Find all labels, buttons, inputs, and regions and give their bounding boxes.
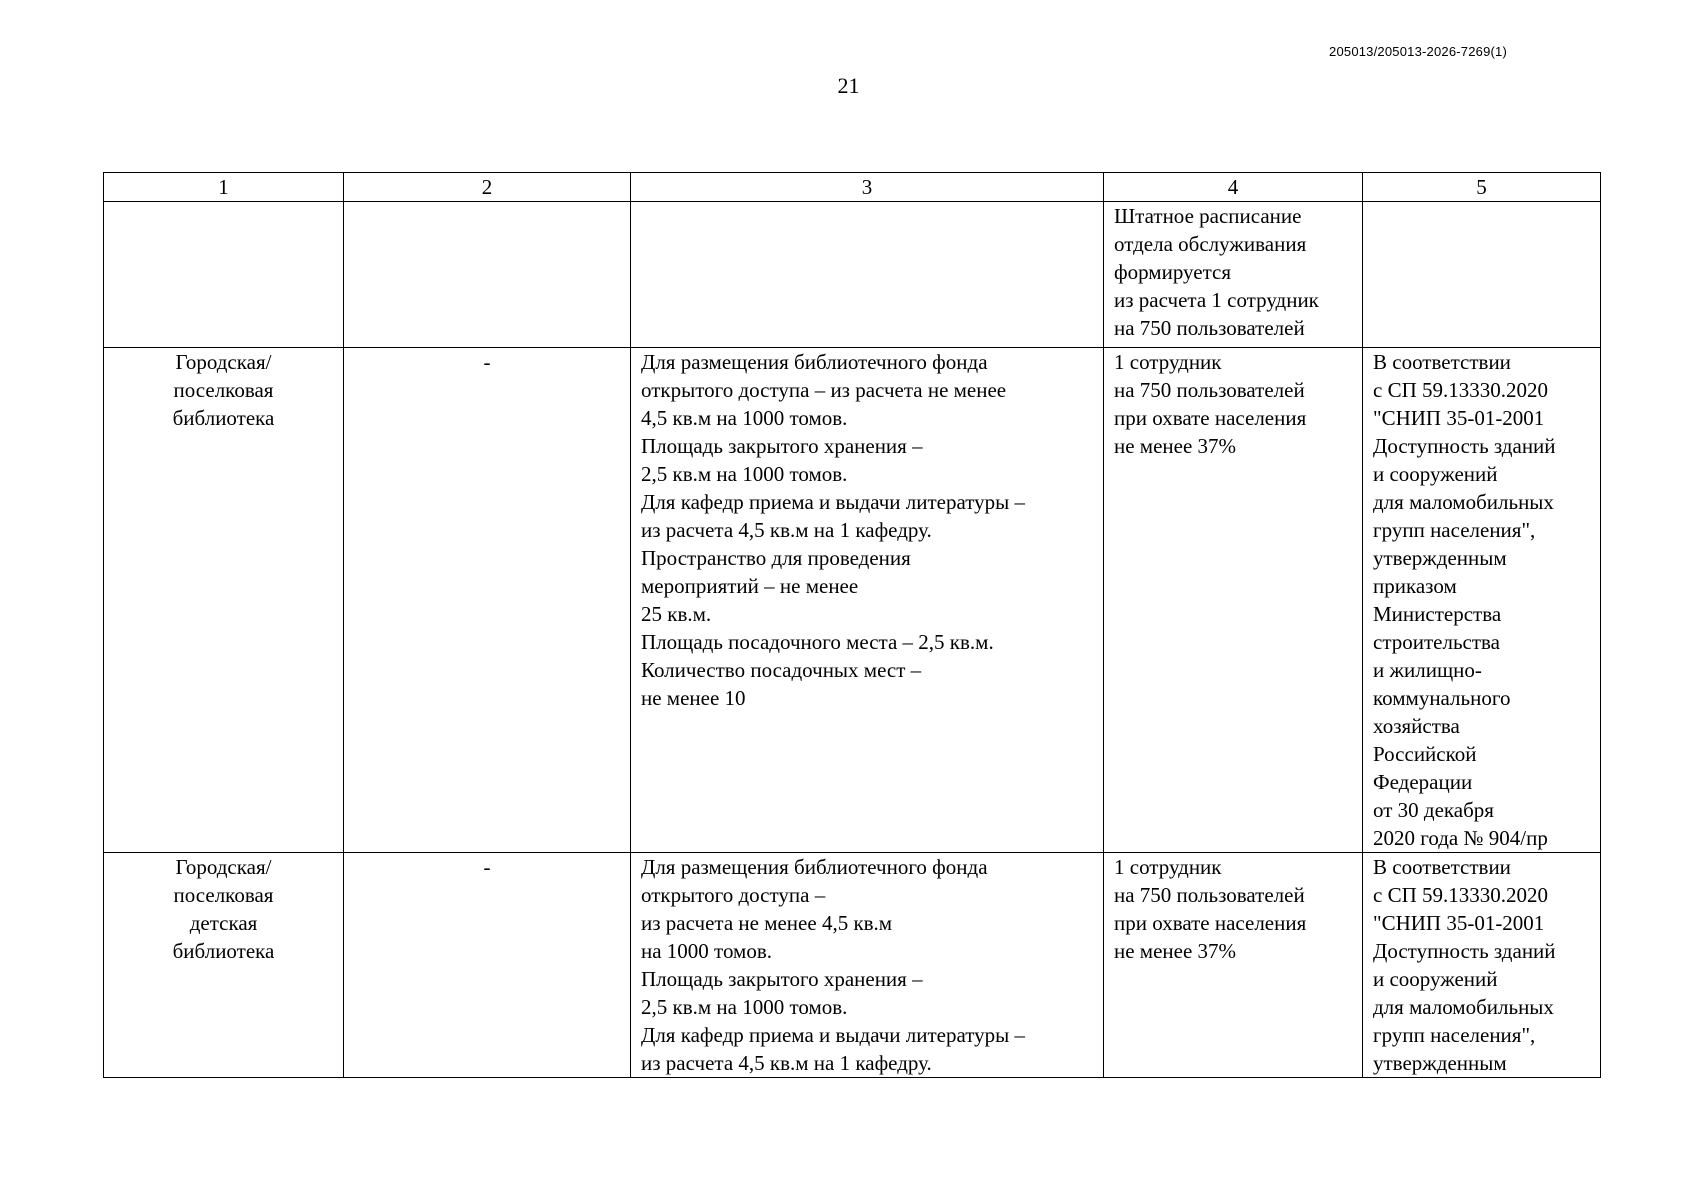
regulation-cell: В соответствии с СП 59.13330.2020 "СНИП 35-01-2001 Доступность зданий и сооружений для маломобильных групп населения", утвержденным приказом Министерства строительства и жилищно- коммунального хозяйства Российской Федерации от 30 декабря 2020 года № 904/пр [1363, 348, 1601, 853]
document-id: 205013/205013-2026-7269(1) [1329, 44, 1507, 59]
table-cell [631, 202, 1104, 348]
facility-type-cell: Городская/ поселковая детская библиотека [104, 853, 344, 1078]
column-number-2: 2 [344, 173, 631, 202]
page-number: 21 [837, 73, 860, 98]
table-cell [1363, 202, 1601, 348]
staffing-cell: 1 сотрудник на 750 пользователей при охвате населения не менее 37% [1104, 853, 1363, 1078]
column-number-5: 5 [1363, 173, 1601, 202]
column-number-4: 4 [1104, 173, 1363, 202]
area-norms-cell: Для размещения библиотечного фонда открытого доступа – из расчета не менее 4,5 кв.м на 1000 томов. Площадь закрытого хранения – 2,5 кв.м на 1000 томов. Для кафедр приема и выдачи литературы – из расчета 4,5 кв.м на 1 кафедру. [631, 853, 1104, 1078]
column-number-1: 1 [104, 173, 344, 202]
table-row-continuation [104, 202, 1601, 348]
facility-type-cell: Городская/ поселковая библиотека [104, 348, 344, 853]
standards-table [103, 172, 1601, 1078]
area-norms-cell: Для размещения библиотечного фонда открытого доступа – из расчета не менее 4,5 кв.м на 1000 томов. Площадь закрытого хранения – 2,5 кв.м на 1000 томов. Для кафедр приема и выдачи литературы – из расчета 4,5 кв.м на 1 кафедру. Пространство для проведения мероприятий – не менее 25 кв.м. Площадь посадочного места – 2,5 кв.м. Количество посадочных мест – не менее 10 [631, 348, 1104, 853]
regulation-cell: В соответствии с СП 59.13330.2020 "СНИП 35-01-2001 Доступность зданий и сооружений для маломобильных групп населения", утвержденным [1363, 853, 1601, 1078]
staffing-cell: Штатное расписание отдела обслуживания формируется из расчета 1 сотрудник на 750 пользователей [1104, 202, 1363, 348]
table-row-children-library [104, 853, 1601, 1078]
table-cell [104, 202, 344, 348]
table-cell: - [344, 853, 631, 1078]
staffing-cell: 1 сотрудник на 750 пользователей при охвате населения не менее 37% [1104, 348, 1363, 853]
table-row-city-library [104, 348, 1601, 853]
table-cell: - [344, 348, 631, 853]
column-number-3: 3 [631, 173, 1104, 202]
table-cell [344, 202, 631, 348]
column-number-row [104, 173, 1601, 202]
